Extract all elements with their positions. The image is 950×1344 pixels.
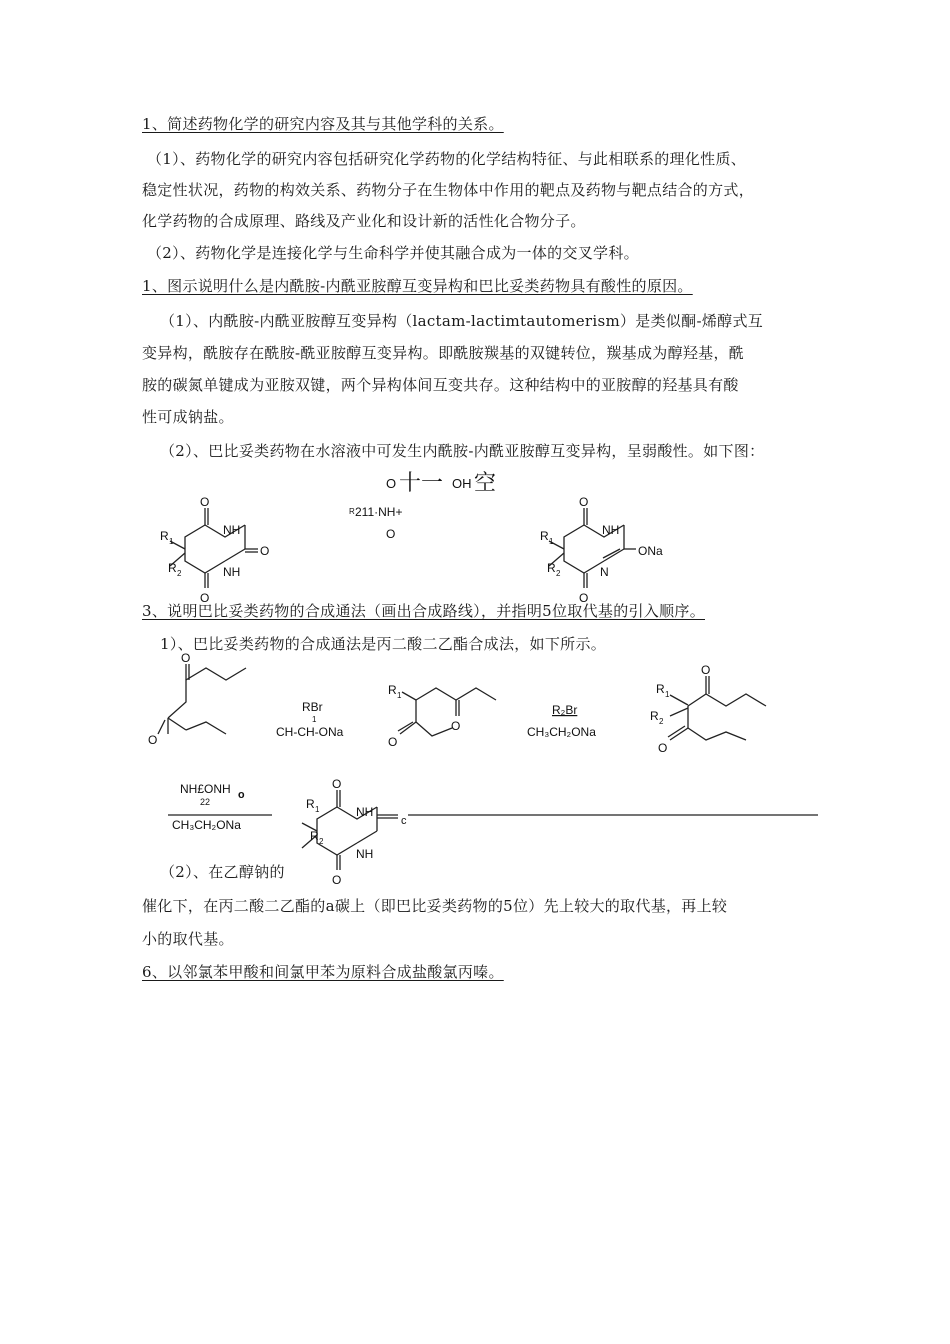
svg-text:O: O <box>332 873 342 887</box>
svg-text:22: 22 <box>200 797 211 807</box>
svg-text:CH-CH-ONa: CH-CH-ONa <box>276 725 344 739</box>
svg-text:空: 空 <box>474 470 497 495</box>
svg-text:2: 2 <box>319 837 324 846</box>
svg-text:R: R <box>160 529 169 543</box>
reagent-r1br <box>276 700 344 739</box>
svg-text:O: O <box>579 591 589 605</box>
answer-2-part1-line1: （1）、内酰胺-内酰亚胺醇互变异构（lactam-lactimtautomerism）是类似酮-烯醇式互 <box>160 312 764 330</box>
svg-text:211·NH+: 211·NH+ <box>355 505 403 519</box>
svg-text:O: O <box>148 733 158 747</box>
svg-text:R: R <box>306 797 315 811</box>
reagent-r2br <box>527 703 596 739</box>
svg-text:NH: NH <box>356 805 374 819</box>
svg-text:R: R <box>650 709 659 723</box>
svg-text:N: N <box>600 565 609 579</box>
disubstituted-malonate-structure <box>650 663 766 755</box>
svg-text:CH₃CH₂ONa: CH₃CH₂ONa <box>527 725 596 739</box>
svg-text:R: R <box>547 561 556 575</box>
svg-text:R: R <box>540 529 549 543</box>
svg-text:O: O <box>386 527 396 541</box>
question-2-heading: 1、图示说明什么是内酰胺-内酰亚胺醇互变异构和巴比妥类药物具有酸性的原因。 <box>142 277 693 295</box>
svg-text:O: O <box>181 651 191 665</box>
svg-text:1: 1 <box>397 691 402 700</box>
barbiturate-lactam-structure <box>160 495 269 605</box>
diethyl-malonate-structure <box>148 651 255 747</box>
tautomer-arrow-label <box>349 470 496 541</box>
svg-text:NH: NH <box>223 523 241 537</box>
svg-text:NH: NH <box>223 565 241 579</box>
svg-text:NH£ONH: NH£ONH <box>180 782 231 796</box>
answer-3-part2-line2: 催化下，在丙二酸二乙酯的a碳上（即巴比妥类药物的5位）先上较大的取代基，再上较 <box>142 897 728 915</box>
answer-3-part2-line3: 小的取代基。 <box>142 930 234 948</box>
answer-2-part1-line3: 胺的碳氮单键成为亚胺双键，两个异构体间互变共存。这种结构中的亚胺醇的羟基具有酸 <box>142 376 739 394</box>
svg-text:十一: 十一 <box>399 470 444 495</box>
barbiturate-sodium-salt-structure <box>540 495 663 605</box>
svg-text:O: O <box>200 495 210 509</box>
svg-text:O: O <box>451 719 461 733</box>
svg-text:O: O <box>701 663 711 677</box>
answer-2-part1-line4: 性可成钠盐。 <box>142 408 234 426</box>
svg-text:2: 2 <box>556 569 561 578</box>
monosubstituted-malonate-structure <box>388 683 496 749</box>
svg-text:R: R <box>388 683 397 697</box>
barbiturate-product-structure <box>302 777 407 887</box>
svg-text:OH: OH <box>452 476 472 491</box>
svg-text:O: O <box>200 591 210 605</box>
svg-text:O: O <box>388 735 398 749</box>
svg-text:O: O <box>579 495 589 509</box>
answer-3-part2-line1: （2）、在乙醇钠的 <box>160 863 285 881</box>
svg-text:c: c <box>401 815 407 827</box>
answer-1-part1-line2: 稳定性状况，药物的构效关系、药物分子在生物体中作用的靶点及药物与靶点结合的方式， <box>142 181 755 199</box>
svg-text:1: 1 <box>549 537 554 546</box>
svg-text:R: R <box>310 829 319 843</box>
answer-1-part2: （2）、药物化学是连接化学与生命科学并使其融合成为一体的交叉学科。 <box>147 244 639 262</box>
svg-text:2: 2 <box>177 569 182 578</box>
svg-text:O: O <box>658 741 668 755</box>
svg-text:CH₃CH₂ONa: CH₃CH₂ONa <box>172 818 241 832</box>
svg-text:1: 1 <box>312 715 317 724</box>
svg-text:NH: NH <box>602 523 620 537</box>
svg-text:1: 1 <box>665 690 670 699</box>
question-6-heading: 6、以邻氯苯甲酸和间氯甲苯为原料合成盐酸氯丙嗪。 <box>142 963 504 981</box>
svg-text:O: O <box>386 476 397 491</box>
svg-text:R: R <box>656 682 665 696</box>
svg-text:O: O <box>260 544 270 558</box>
svg-text:R: R <box>349 507 355 516</box>
svg-text:RBr: RBr <box>302 700 323 714</box>
svg-text:ₒ: ₒ <box>238 784 245 801</box>
svg-text:1: 1 <box>169 537 174 546</box>
svg-text:ONa: ONa <box>638 544 663 558</box>
svg-text:NH: NH <box>356 847 374 861</box>
answer-2-part2: （2）、巴比妥类药物在水溶液中可发生内酰胺-内酰亚胺醇互变异构，呈弱酸性。如下图： <box>160 442 765 460</box>
answer-1-part1-line1: （1）、药物化学的研究内容包括研究化学药物的化学结构特征、与此相联系的理化性质、 <box>147 150 747 168</box>
question-3-heading: 3、说明巴比妥类药物的合成通法（画出合成路线），并指明5位取代基的引入顺序。 <box>142 602 705 620</box>
svg-text:R: R <box>168 561 177 575</box>
svg-text:2: 2 <box>659 717 664 726</box>
question-1-heading: 1、简述药物化学的研究内容及其与其他学科的关系。 <box>142 115 504 133</box>
answer-2-part1-line2: 变异构，酰胺存在酰胺-酰亚胺醇互变异构。即酰胺羰基的双键转位，羰基成为醇羟基，酰 <box>142 344 745 362</box>
answer-3-part1: 1）、巴比妥类药物的合成通法是丙二酸二乙酯合成法，如下所示。 <box>160 635 607 653</box>
reagent-urea <box>172 782 245 832</box>
svg-text:O: O <box>332 777 342 791</box>
answer-1-part1-line3: 化学药物的合成原理、路线及产业化和设计新的活性化合物分子。 <box>142 212 586 230</box>
svg-text:R₂Br: R₂Br <box>552 703 578 717</box>
svg-text:1: 1 <box>315 805 320 814</box>
